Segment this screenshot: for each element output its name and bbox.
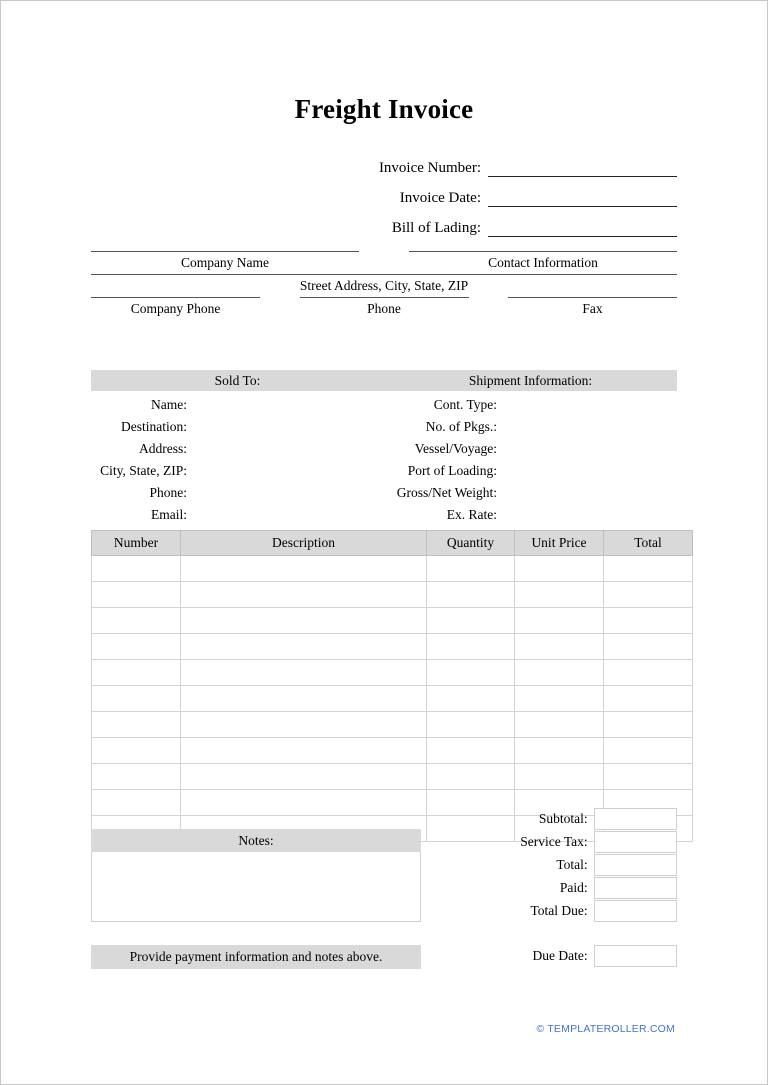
cell-unit-price[interactable] <box>515 738 604 764</box>
shipment-no-of-pkgs-input[interactable] <box>497 416 677 438</box>
shipment-field-port-of-loading <box>384 460 677 482</box>
company-row-1-captions <box>91 252 677 274</box>
cell-number[interactable] <box>92 608 181 634</box>
total-label: Total: <box>556 857 588 872</box>
shipment-information-heading: Shipment Information: <box>468 373 593 388</box>
totals-row-service-tax <box>421 830 677 853</box>
totals-row-paid <box>421 876 677 899</box>
subtotal-label: Subtotal: <box>538 811 588 826</box>
cell-unit-price[interactable] <box>515 634 604 660</box>
cell-total[interactable] <box>604 712 693 738</box>
totals-row-due-date <box>421 944 677 967</box>
shipment-field-cont-type <box>384 394 677 416</box>
cell-number[interactable] <box>92 686 181 712</box>
sold-to-email-input[interactable] <box>187 504 384 526</box>
column-header-quantity: Quantity <box>427 531 515 556</box>
cell-total[interactable] <box>604 582 693 608</box>
totals-row-total-due <box>421 899 677 922</box>
cell-description[interactable] <box>181 582 427 608</box>
templateroller-attribution[interactable]: © TEMPLATEROLLER.COM <box>536 1023 675 1035</box>
table-row <box>92 556 693 582</box>
table-row <box>92 686 693 712</box>
cell-quantity[interactable] <box>427 608 515 634</box>
shipment-vessel-voyage-label: Vessel/Voyage: <box>414 441 497 456</box>
totals-row-subtotal <box>421 807 677 830</box>
field-invoice-number <box>91 147 677 177</box>
cell-description[interactable] <box>181 686 427 712</box>
invoice-header-fields <box>91 147 677 237</box>
sold-to-field-address <box>91 438 384 460</box>
cell-quantity[interactable] <box>427 686 515 712</box>
line-items-table <box>91 530 693 842</box>
table-row <box>92 634 693 660</box>
cell-quantity[interactable] <box>427 712 515 738</box>
cell-total[interactable] <box>604 686 693 712</box>
sold-to-city-state-zip-input[interactable] <box>187 460 384 482</box>
sold-to-phone-input[interactable] <box>187 482 384 504</box>
invoice-number-input[interactable] <box>488 161 677 177</box>
company-name-label: Company Name <box>180 255 270 270</box>
column-header-number: Number <box>92 531 181 556</box>
table-row <box>92 608 693 634</box>
cell-number[interactable] <box>92 634 181 660</box>
parties-fields <box>91 394 677 526</box>
invoice-date-label: Invoice Date: <box>399 190 481 206</box>
cell-description[interactable] <box>181 790 427 816</box>
total-due-label: Total Due: <box>530 903 588 918</box>
sold-to-address-label: Address: <box>139 441 187 456</box>
cell-number[interactable] <box>92 738 181 764</box>
table-row <box>92 738 693 764</box>
cell-description[interactable] <box>181 712 427 738</box>
total-input[interactable] <box>594 854 677 876</box>
cell-unit-price[interactable] <box>515 660 604 686</box>
cell-quantity[interactable] <box>427 582 515 608</box>
shipment-port-of-loading-input[interactable] <box>497 460 677 482</box>
field-invoice-date <box>91 177 677 207</box>
shipment-field-ex-rate <box>384 504 677 526</box>
table-row <box>92 582 693 608</box>
cell-quantity[interactable] <box>427 764 515 790</box>
sold-to-destination-input[interactable] <box>187 416 384 438</box>
notes-heading: Notes: <box>91 829 421 852</box>
contact-information-label: Contact Information <box>488 255 598 270</box>
column-header-unit-price: Unit Price <box>515 531 604 556</box>
parties-row <box>91 460 677 482</box>
field-bill-of-lading <box>91 207 677 237</box>
cell-total[interactable] <box>604 764 693 790</box>
cell-total[interactable] <box>604 738 693 764</box>
cell-quantity[interactable] <box>427 660 515 686</box>
cell-description[interactable] <box>181 738 427 764</box>
cell-total[interactable] <box>604 556 693 582</box>
cell-quantity[interactable] <box>427 634 515 660</box>
due-date-label: Due Date: <box>532 948 588 963</box>
parties-row <box>91 482 677 504</box>
payment-instruction-band: Provide payment information and notes above. <box>91 945 421 969</box>
cell-number[interactable] <box>92 764 181 790</box>
paid-label: Paid: <box>559 880 588 895</box>
total-due-input[interactable] <box>594 900 677 922</box>
cell-total[interactable] <box>604 634 693 660</box>
due-date-input[interactable] <box>594 945 677 967</box>
company-row-3-captions <box>91 298 677 320</box>
sold-to-heading: Sold To: <box>214 373 261 388</box>
shipment-cont-type-input[interactable] <box>497 394 677 416</box>
sold-to-email-label: Email: <box>151 507 187 522</box>
line-items-header-row <box>92 531 693 556</box>
parties-row <box>91 438 677 460</box>
parties-row <box>91 504 677 526</box>
cell-description[interactable] <box>181 556 427 582</box>
shipment-field-gross-net-weight <box>384 482 677 504</box>
cell-total[interactable] <box>604 608 693 634</box>
cell-unit-price[interactable] <box>515 764 604 790</box>
cell-quantity[interactable] <box>427 738 515 764</box>
shipment-gross-net-weight-input[interactable] <box>497 482 677 504</box>
phone-label: Phone <box>367 301 401 316</box>
sold-to-city-state-zip-label: City, State, ZIP: <box>100 463 187 478</box>
bill-of-lading-label: Bill of Lading: <box>391 220 481 236</box>
cell-number[interactable] <box>92 556 181 582</box>
cell-unit-price[interactable] <box>515 556 604 582</box>
cell-description[interactable] <box>181 764 427 790</box>
bill-of-lading-input[interactable] <box>488 221 677 237</box>
sold-to-field-email <box>91 504 384 526</box>
shipment-ex-rate-input[interactable] <box>497 504 677 526</box>
cell-number[interactable] <box>92 582 181 608</box>
parties-section <box>91 370 677 526</box>
totals-section <box>421 807 677 967</box>
cell-description[interactable] <box>181 660 427 686</box>
shipment-no-of-pkgs-label: No. of Pkgs.: <box>425 419 497 434</box>
street-address-label: Street Address, City, State, ZIP <box>299 278 469 293</box>
service-tax-input[interactable] <box>594 831 677 853</box>
cell-unit-price[interactable] <box>515 712 604 738</box>
parties-heading-band <box>91 370 677 391</box>
invoice-date-input[interactable] <box>488 191 677 207</box>
sold-to-name-label: Name: <box>151 397 187 412</box>
shipment-field-no-of-pkgs <box>384 416 677 438</box>
column-header-total: Total <box>604 531 693 556</box>
table-row <box>92 712 693 738</box>
cell-unit-price[interactable] <box>515 582 604 608</box>
subtotal-input[interactable] <box>594 808 677 830</box>
cell-unit-price[interactable] <box>515 608 604 634</box>
parties-row <box>91 394 677 416</box>
cell-number[interactable] <box>92 712 181 738</box>
cell-number[interactable] <box>92 660 181 686</box>
sold-to-field-destination <box>91 416 384 438</box>
sold-to-address-input[interactable] <box>187 438 384 460</box>
cell-description[interactable] <box>181 634 427 660</box>
notes-input[interactable] <box>91 852 421 922</box>
parties-row <box>91 416 677 438</box>
table-row <box>92 660 693 686</box>
totals-row-total <box>421 853 677 876</box>
shipment-vessel-voyage-input[interactable] <box>497 438 677 460</box>
table-row <box>92 764 693 790</box>
invoice-number-label: Invoice Number: <box>378 160 481 176</box>
company-block <box>91 251 677 320</box>
paid-input[interactable] <box>594 877 677 899</box>
sold-to-name-input[interactable] <box>187 394 384 416</box>
service-tax-label: Service Tax: <box>520 834 588 849</box>
cell-number[interactable] <box>92 790 181 816</box>
sold-to-field-city-state-zip <box>91 460 384 482</box>
cell-total[interactable] <box>604 660 693 686</box>
shipment-cont-type-label: Cont. Type: <box>433 397 497 412</box>
cell-unit-price[interactable] <box>515 686 604 712</box>
line-items-body <box>92 556 693 842</box>
shipment-field-vessel-voyage <box>384 438 677 460</box>
fax-label: Fax <box>582 301 603 316</box>
cell-quantity[interactable] <box>427 556 515 582</box>
shipment-port-of-loading-label: Port of Loading: <box>407 463 497 478</box>
sold-to-field-name <box>91 394 384 416</box>
company-phone-label: Company Phone <box>130 301 221 316</box>
column-header-description: Description <box>181 531 427 556</box>
sold-to-phone-label: Phone: <box>149 485 187 500</box>
sold-to-destination-label: Destination: <box>121 419 187 434</box>
sold-to-field-phone <box>91 482 384 504</box>
shipment-gross-net-weight-label: Gross/Net Weight: <box>396 485 497 500</box>
notes-section <box>91 829 421 922</box>
page-title: Freight Invoice <box>294 94 474 124</box>
shipment-ex-rate-label: Ex. Rate: <box>446 507 497 522</box>
cell-description[interactable] <box>181 608 427 634</box>
